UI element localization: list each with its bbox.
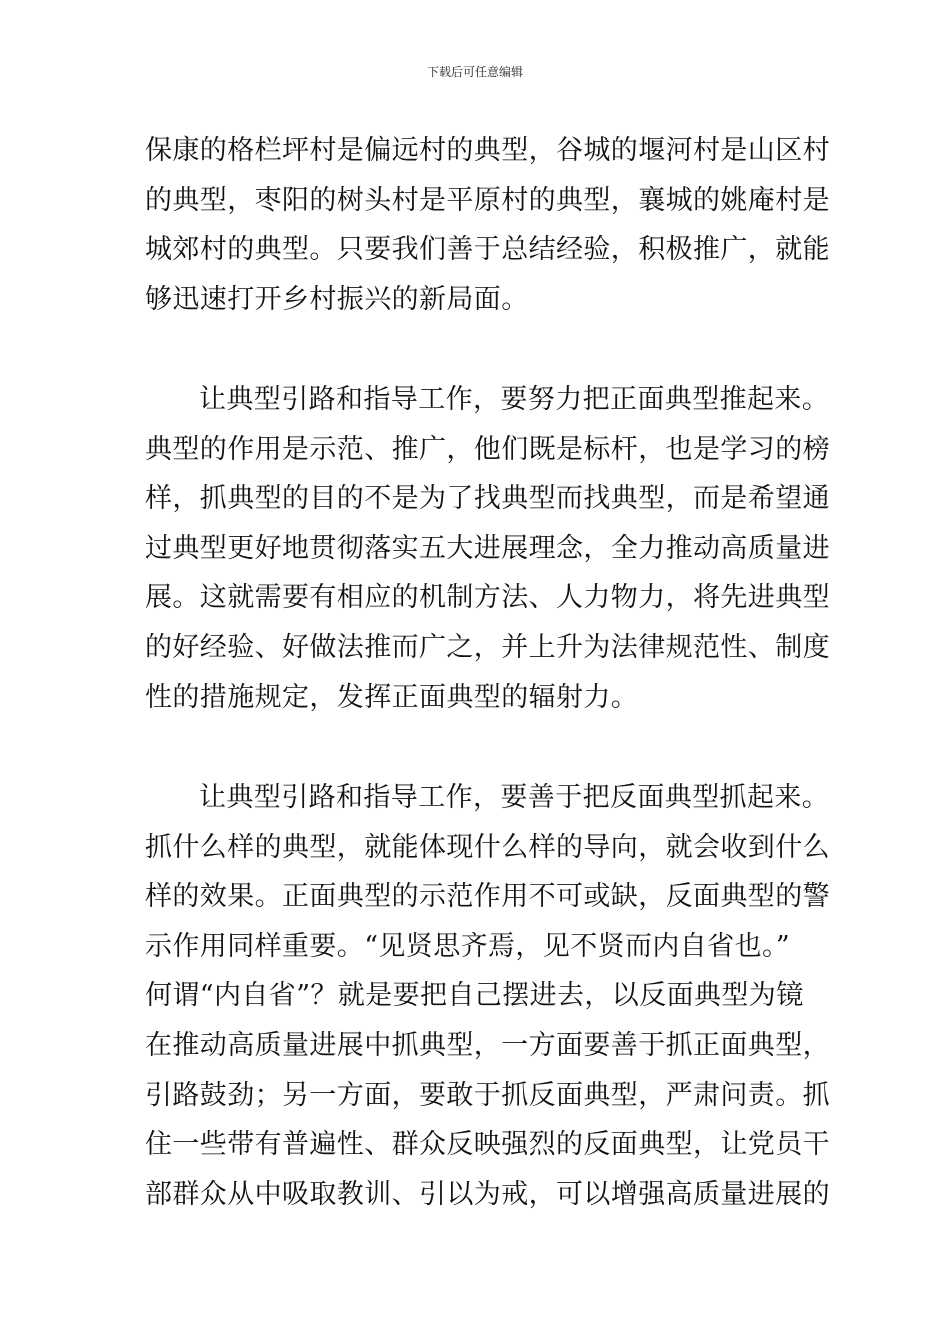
paragraph-3: [145, 773, 830, 1219]
text-line: 过典型更好地贯彻落实五大进展理念，全力推动高质量进: [145, 532, 830, 564]
text-line: 样的效果。正面典型的示范作用不可或缺，反面典型的警: [145, 881, 830, 913]
text-line: 样，抓典型的目的不是为了找典型而找典型，而是希望通: [145, 483, 830, 515]
text-line: 在推动高质量进展中抓典型，一方面要善于抓正面典型，: [145, 1029, 830, 1061]
text-line: 住一些带有普遍性、群众反映强烈的反面典型，让党员干: [145, 1129, 830, 1161]
text-line: 让典型引路和指导工作，要善于把反面典型抓起来。: [199, 782, 830, 813]
text-line: 何谓“内自省”？就是要把自己摆进去，以反面典型为镜: [145, 980, 804, 1012]
text-line: 抓什么样的典型，就能体现什么样的导向，就会收到什么: [145, 831, 830, 863]
text-line: 的典型，枣阳的树头村是平原村的典型，襄城的姚庵村是: [145, 184, 830, 216]
text-line: 让典型引路和指导工作，要努力把正面典型推起来。: [199, 384, 830, 415]
page-header: 下载后可任意编辑: [426, 65, 523, 79]
text-line: 展。这就需要有相应的机制方法、人力物力，将先进典型: [145, 582, 830, 614]
text-line: 的好经验、好做法推而广之，并上升为法律规范性、制度: [145, 631, 830, 663]
text-line: 城郊村的典型。只要我们善于总结经验，积极推广，就能: [145, 234, 830, 266]
text-line: 性的措施规定，发挥正面典型的辐射力。: [145, 681, 639, 713]
paragraph-2: [145, 375, 830, 722]
text-line: 部群众从中吸取教训、引以为戒，可以增强高质量进展的: [145, 1178, 830, 1210]
text-line: 够迅速打开乡村振兴的新局面。: [145, 283, 529, 315]
text-line: 典型的作用是示范、推广，他们既是标杆，也是学习的榜: [145, 433, 830, 465]
text-line: 示作用同样重要。“见贤思齐焉，见不贤而内自省也。”: [145, 930, 791, 962]
paragraph-1: [145, 126, 830, 324]
text-line: 引路鼓劲；另一方面，要敢于抓反面典型，严肃问责。抓: [145, 1079, 830, 1111]
text-line: 保康的格栏坪村是偏远村的典型，谷城的堰河村是山区村: [145, 135, 830, 166]
